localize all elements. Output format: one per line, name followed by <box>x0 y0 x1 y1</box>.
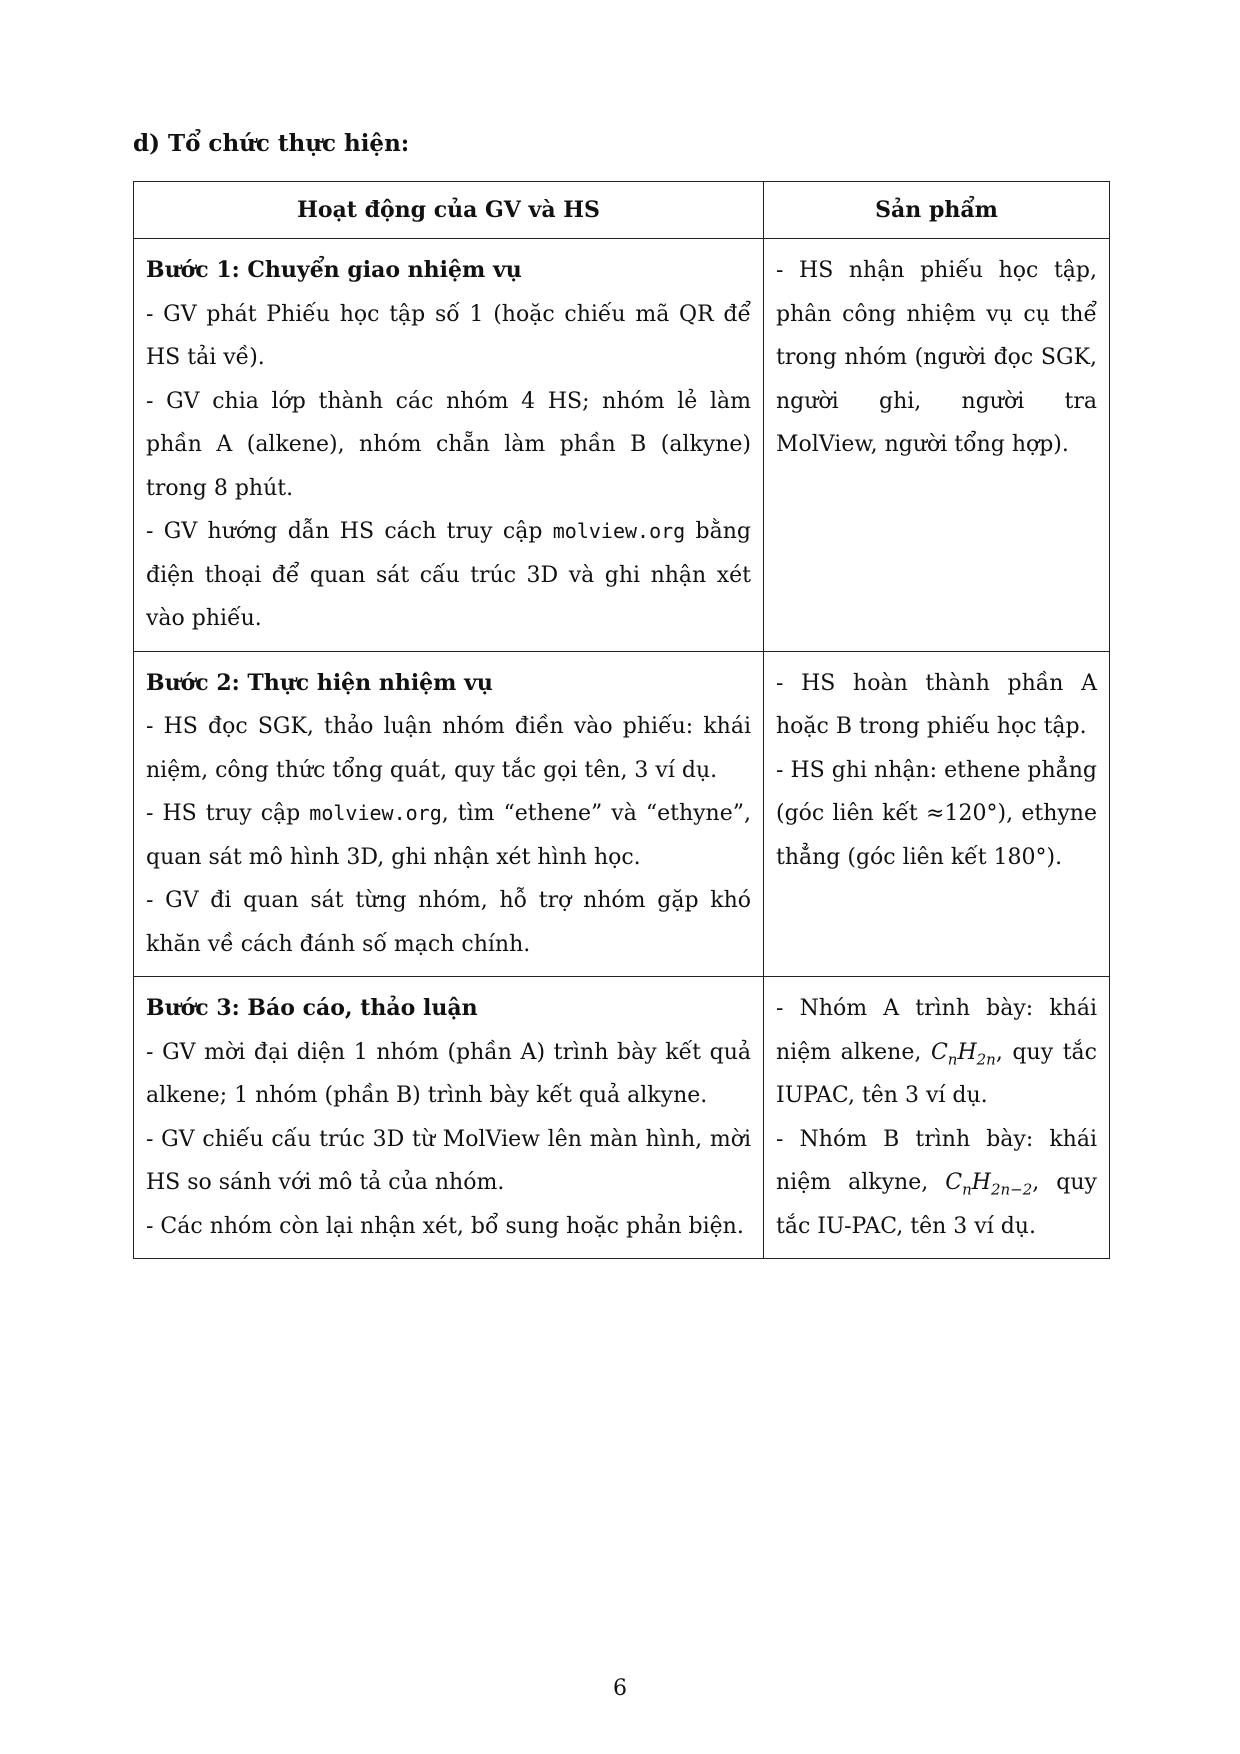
text-fragment: - GV hướng dẫn HS cách truy cập <box>146 519 553 544</box>
product-line: - HS nhận phiếu học tập, phân công nhiệm vụ cụ thể trong nhóm (người đọc SGK, người ghi, người tra MolView, người tổng hợp). <box>776 258 1097 457</box>
step-title: Bước 2: Thực hiện nhiệm vụ <box>146 669 493 696</box>
formula <box>945 1170 1033 1199</box>
activity-line: - GV chiếu cấu trúc 3D từ MolView lên màn hình, mời HS so sánh với mô tả của nhóm. <box>146 1126 751 1195</box>
activity-table <box>133 181 1110 1259</box>
step-3-activities <box>134 977 764 1259</box>
formula-subscript: n <box>947 1049 958 1068</box>
step-1-products <box>764 239 1110 652</box>
formula-symbol: C <box>930 1039 948 1065</box>
activity-line: - GV phát Phiếu học tập số 1 (hoặc chiếu mã QR để HS tải về). <box>146 301 751 370</box>
step-2-products <box>764 651 1110 977</box>
table-header-row <box>134 182 1110 239</box>
activity-line: - GV chia lớp thành các nhóm 4 HS; nhóm lẻ làm phần A (alkene), nhóm chẵn làm phần B (alkyne) trong 8 phút. <box>146 388 751 501</box>
activity-line: - GV mời đại diện 1 nhóm (phần A) trình bày kết quả alkene; 1 nhóm (phần B) trình bày kết quả alkyne. <box>146 1039 751 1108</box>
step-title: Bước 1: Chuyển giao nhiệm vụ <box>146 257 522 283</box>
formula-symbol: H <box>971 1170 991 1195</box>
text-fragment: , quy tắc IUPAC, tên 3 ví dụ. <box>776 1039 1097 1108</box>
product-line <box>776 987 1097 1118</box>
table-row <box>134 977 1110 1259</box>
activity-line <box>146 792 751 879</box>
formula-subscript: n <box>962 1180 972 1199</box>
text-fragment: - HS truy cập <box>146 801 310 826</box>
product-line: - HS ghi nhận: ethene phẳng (góc liên kết ≈120°), ethyne thẳng (góc liên kết 180°). <box>776 757 1097 870</box>
formula <box>930 1039 996 1068</box>
url-code: molview.org <box>309 801 442 825</box>
text-fragment: , tìm “ethene” và “ethyne”, quan sát mô hình 3D, ghi nhận xét hình học. <box>146 801 751 870</box>
table-row <box>134 651 1110 977</box>
text-fragment: - Nhóm A trình bày: khái niệm alkene, <box>776 996 1097 1065</box>
text-fragment: , quy tắc IU-PAC, tên 3 ví dụ. <box>776 1170 1097 1239</box>
formula-subscript: 2n <box>976 1049 996 1068</box>
activity-line: - Các nhóm còn lại nhận xét, bổ sung hoặc phản biện. <box>146 1213 744 1239</box>
step-title: Bước 3: Báo cáo, thảo luận <box>146 995 478 1021</box>
step-3-products <box>764 977 1110 1259</box>
step-1-activities <box>134 239 764 652</box>
activity-line: - HS đọc SGK, thảo luận nhóm điền vào phiếu: khái niệm, công thức tổng quát, quy tắc gọi tên, 3 ví dụ. <box>146 714 751 783</box>
header-activities: Hoạt động của GV và HS <box>134 182 764 239</box>
section-heading: d) Tổ chức thực hiện: <box>133 130 410 157</box>
product-line <box>776 1118 1097 1249</box>
text-fragment: - Nhóm B trình bày: khái niệm alkyne, <box>776 1126 1097 1195</box>
activity-line <box>146 510 751 641</box>
text-fragment: bằng điện thoại để quan sát cấu trúc 3D và ghi nhận xét vào phiếu. <box>146 519 751 631</box>
page-number: 6 <box>613 1676 627 1701</box>
table-row <box>134 239 1110 652</box>
formula-symbol: H <box>957 1039 977 1065</box>
product-line: - HS hoàn thành phần A hoặc B trong phiếu học tập. <box>776 670 1097 739</box>
formula-symbol: C <box>945 1170 963 1195</box>
step-2-activities <box>134 651 764 977</box>
activity-line: - GV đi quan sát từng nhóm, hỗ trợ nhóm gặp khó khăn về cách đánh số mạch chính. <box>146 888 751 957</box>
formula-subscript: 2n−2 <box>990 1180 1033 1199</box>
url-code: molview.org <box>552 519 686 543</box>
header-products: Sản phẩm <box>764 182 1110 239</box>
